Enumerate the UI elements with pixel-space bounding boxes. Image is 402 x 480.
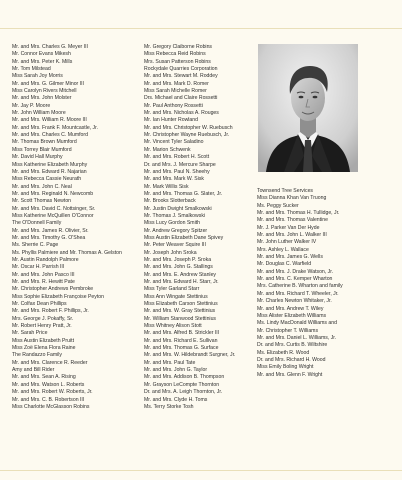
donor-name: Mr. Ian Hunter Rowland (144, 117, 199, 124)
donor-name: Mr. and Mrs. C. B. Robertson III (12, 396, 85, 403)
donor-name: Mr. Christopher Wayne Ruebusch, Jr. (144, 132, 230, 139)
donor-name: Amy and Bill Rider (12, 367, 55, 374)
donor-name: Mr. and Mrs. Charles C. Mumford (12, 132, 88, 139)
donor-name: Mr. and Mrs. James G. Wells (257, 254, 323, 261)
donor-name: Mr. and Mrs. Edward R. Najarian (12, 168, 87, 175)
donor-name: Mr. and Mrs. Joseph P. Sroka (144, 256, 212, 263)
donor-name: Dr. and Mrs. A. Leigh Thornton, Jr. (144, 389, 223, 396)
donor-name: Mr. Oscar H. Parrish III (12, 264, 65, 271)
donor-name: Miss Sarah Michelle Romer (144, 88, 207, 95)
donor-name: Mr. Connor Evans Mikesh (12, 51, 71, 58)
donor-name: Mr. and Mrs. John Pasco III (12, 271, 75, 278)
donor-name: Mr. and Mrs. Peter K. Mills (12, 58, 73, 65)
donor-name: Mr. and Mrs. R. Hewitt Pate (12, 279, 75, 285)
donor-name: Mr. and Mrs. John Molster (12, 95, 72, 102)
donor-name: Mr. Brooks Slotterback (144, 198, 196, 205)
donor-name: Miss Whitney Alison Stott (144, 323, 202, 330)
donor-name: Mr. and Mrs. Sean A. Rising (12, 374, 76, 381)
donor-name: Mr. and Mrs. Thomas G. Surface (144, 345, 219, 352)
donor-column-1 (12, 44, 140, 411)
donor-name: Mr. Gregory Claiborne Robins (144, 44, 212, 50)
donor-name: Miss Rebecca Reid Robins (144, 51, 206, 58)
donor-name: Mr. Douglas C. Warfield (257, 261, 312, 268)
donor-name: Mrs. George J. Pokaffy, Sr. (12, 315, 74, 322)
donor-name: Mr. and Mrs. Paul Tate (144, 359, 196, 366)
donor-name: Miss Alister Elizabeth Williams (257, 312, 327, 319)
donor-name: Mr. and Mrs. Richard T. Wheeler, Jr. (257, 290, 339, 297)
donor-name: Mr. and Mrs. Charles G. Meyer III (12, 44, 88, 50)
donor-name: Miss Katherine McQuillen O'Connor (12, 212, 94, 219)
donor-name: Mr. and Mrs. Timothy G. O'Shea (12, 234, 86, 241)
donor-name: Dr. and Mrs. J. Mercure Sharpe (144, 161, 216, 168)
donor-name: Mr. Paul Anthony Rossetti (144, 102, 203, 109)
donor-name: Mr. and Mrs. David C. Nottsinger, Sr. (12, 205, 96, 212)
donor-name: Rockydale Quarries Corporation (144, 66, 218, 73)
donor-name: Mr. Tom Milstead (12, 66, 51, 73)
donor-name: Mr. and Mrs. Clarence R. Reeder (12, 359, 88, 366)
donor-name: Mr. Joseph John Sroka (144, 249, 197, 256)
donor-name: The O'Donnell Family (12, 220, 62, 227)
donor-name: Mr. Christopher Andrews Pembroke (12, 286, 94, 293)
portrait-photo (258, 44, 358, 172)
donor-column-3 (257, 188, 397, 379)
donor-name: Mr. William Stanwood Stettinius (144, 315, 216, 322)
donor-name: Mrs. Catherine B. Wharton and family (257, 283, 343, 290)
donor-name: Mr. Justin Dwight Smalkowski (144, 205, 212, 212)
donor-name: Mr. David Hall Murphy (12, 154, 63, 161)
donor-name: Miss Ann Wingate Stettinius (144, 293, 208, 300)
donor-name: The Randazzo Family (12, 352, 62, 359)
donor-name: Mr. and Mrs. Nicholas A. Rouges (144, 110, 219, 117)
donor-name: Mr. and Mrs. Thomas Valentine (257, 217, 328, 224)
donor-name: Mr. and Mrs. John C. Neal (12, 183, 72, 190)
donor-name: Mr. and Mrs. Andrew T. Wiley (257, 305, 324, 312)
donor-name: Mr. and Mrs. Alfred B. Strickler III (144, 330, 220, 337)
donor-name: Mr. and Mrs. Robert W. Roberts, Jr. (12, 389, 93, 396)
donor-name: Mr. Jay P. Moore (12, 102, 51, 109)
donor-name: Ms. Elizabeth R. Wood (257, 349, 310, 356)
donor-name: Ms. Phyllis Palmiere and Mr. Thomas A. Gelston (12, 249, 122, 256)
donor-name: Townsend Tree Services (257, 188, 314, 194)
donor-name: Mr. Charles Newton Whitaker, Jr. (257, 298, 332, 305)
donor-name: Mr. and Mrs. W. Gray Stettinius (144, 308, 216, 315)
donor-name: Mr. and Mrs. Robert H. Scott (144, 154, 210, 161)
donor-name: Miss Charlotte McGlasson Robins (12, 403, 90, 410)
donor-name: Ms. Peggy Sucker (257, 202, 299, 209)
donor-name: Mr. and Mrs. Thomas H. Tullidge, Jr. (257, 210, 340, 217)
donor-name: Mr. Robert Henry Pratt, Jr. (12, 323, 72, 330)
donor-name: Mr. and Mrs. Glenn F. Wright (257, 371, 323, 378)
donor-name: Miss Sophie Elizabeth Françoise Peyton (12, 293, 105, 300)
donor-name: Mr. Christopher T. Williams (257, 327, 319, 334)
donor-name: Mr. and Mrs. W. Hildebrandt Surgner, Jr. (144, 352, 236, 359)
top-rule (0, 28, 402, 29)
donor-name: Dr. and Mrs. Richard H. Wood (257, 356, 326, 363)
donor-name: Mr. and Mrs. C. Kemper Wharton (257, 276, 333, 283)
donor-name: Miss Zoë Elena Flora Raine (12, 345, 76, 352)
donor-name: Miss Carolyn Rivers Mitchell (12, 88, 77, 95)
donor-name: Mrs. Ashley L. Wallace (257, 246, 309, 253)
donor-name: Miss Sarah Joy Morris (12, 73, 63, 80)
donor-name: Mr. and Mrs. Edward H. Starr, Jr. (144, 279, 219, 285)
donor-name: Mr. Mark Willis Sisk (144, 183, 189, 190)
donor-name: Mr. and Mrs. Watson L. Roberts (12, 381, 85, 388)
donor-name: Mr. Vincent Tyler Saladino (144, 139, 204, 146)
donor-name: Mr. Andrew Gregory Spitzer (144, 227, 208, 234)
donor-name: Mr. and Mrs. Daniel L. Williams, Jr. (257, 334, 337, 341)
donor-name: Miss Torrey Blair Mumford (12, 146, 72, 153)
donor-name: Mr. Sarah Price (12, 330, 48, 337)
donor-name: Mr. J. Parker Van Der Hyde (257, 224, 320, 231)
donor-name: Mr. John William Moore (12, 110, 66, 117)
donor-name: Mr. Peter Weaver Squire III (144, 242, 206, 249)
donor-name: Dr. and Mrs. Curtis B. Wiltshire (257, 342, 328, 349)
donor-name: Mr. Scott Thomas Newton (12, 198, 72, 205)
donor-name: Mr. Thomas J. Smalkowski (144, 212, 206, 219)
donor-name: Miss Dianna Khan Van Truong (257, 195, 327, 202)
donor-name: Drs. Michael and Claire Rossetti (144, 95, 218, 102)
donor-name: Miss Emily Boling Wright (257, 364, 314, 371)
donor-name: Mr. and Mrs. Clyde H. Toms (144, 396, 208, 403)
donor-name: Mr. Austin Randolph Palmore (12, 256, 79, 263)
donor-name: Mr. John Luther Walker IV (257, 239, 317, 246)
donor-name: Mr. and Mrs. John L. Walker III (257, 232, 327, 239)
donor-name: Mr. and Mrs. Richard E. Sullivan (144, 337, 218, 344)
donor-name: Ms. Terry Storke Tosh (144, 403, 194, 410)
donor-column-2 (144, 44, 262, 411)
donor-name: Mr. and Mrs. Reginald N. Newcomb (12, 190, 94, 197)
donor-name: Miss Rebecca Cassie Neurath (12, 176, 82, 183)
donor-name: Mr. and Mrs. Mark W. Sisk (144, 176, 204, 183)
bottom-rule (0, 470, 402, 471)
donor-name: Mr. and Mrs. Thomas G. Slater, Jr. (144, 190, 223, 197)
donor-name: Miss Tyler Garland Starr (144, 286, 200, 293)
donor-name: Mr. and Mrs. Robert F. Phillips, Jr. (12, 308, 89, 315)
donor-name: Mr. and Mrs. Christopher W. Ruebusch (144, 124, 233, 131)
donor-name: Miss Austin Elizabeth Pruitt (12, 337, 74, 344)
donor-name: Mr. and Mrs. Paul N. Sheehy (144, 168, 210, 175)
donor-name: Mr. and Mrs. John G. Taylor (144, 367, 208, 374)
donor-name: Ms. Sherrie C. Page (12, 242, 59, 249)
donor-name: Mr. and Mrs. Stewart M. Roddey (144, 73, 218, 80)
donor-name: Ms. Lindy MacDonald Williams and (257, 320, 337, 327)
donor-name: Mr. Thomas Brown Mumford (12, 139, 77, 146)
donor-name: Mr. and Mrs. E. Andrew Stanley (144, 271, 216, 278)
donor-name: Miss Austin Elizabeth Dane Spivey (144, 234, 224, 241)
donor-name: Mr. and Mrs. Frank F. Mountcastle, Jr. (12, 124, 98, 131)
donor-name: Mr. and Mrs. William R. Moore III (12, 117, 87, 124)
donor-name: Mr. Colfax Dean Phillips (12, 301, 67, 308)
donor-name: Mrs. Susan Patterson Robins (144, 58, 211, 65)
donor-name: Mr. Marion Schwenk (144, 146, 191, 153)
donor-name: Mr. and Mrs. James R. Olivier, Sr. (12, 227, 89, 234)
donor-name: Miss Elizabeth Carson Stettinius (144, 301, 218, 308)
donor-name: Mr. and Mrs. J. Drake Watson, Jr. (257, 268, 334, 275)
donor-name: Mr. and Mrs. Addison B. Thompson (144, 374, 225, 381)
donor-name: Miss Lucy Gordon Smith (144, 220, 200, 227)
donor-name: Mr. and Mrs. John G. Stallings (144, 264, 213, 271)
donor-name: Miss Katherine Elizabeth Murphy (12, 161, 88, 168)
donor-name: Mr. Grayson LeCompte Thornton (144, 381, 220, 388)
donor-name: Mr. and Mrs. Mark D. Romer (144, 80, 209, 87)
donor-name: Mr. and Mrs. G. Gilmer Minor III (12, 80, 84, 87)
